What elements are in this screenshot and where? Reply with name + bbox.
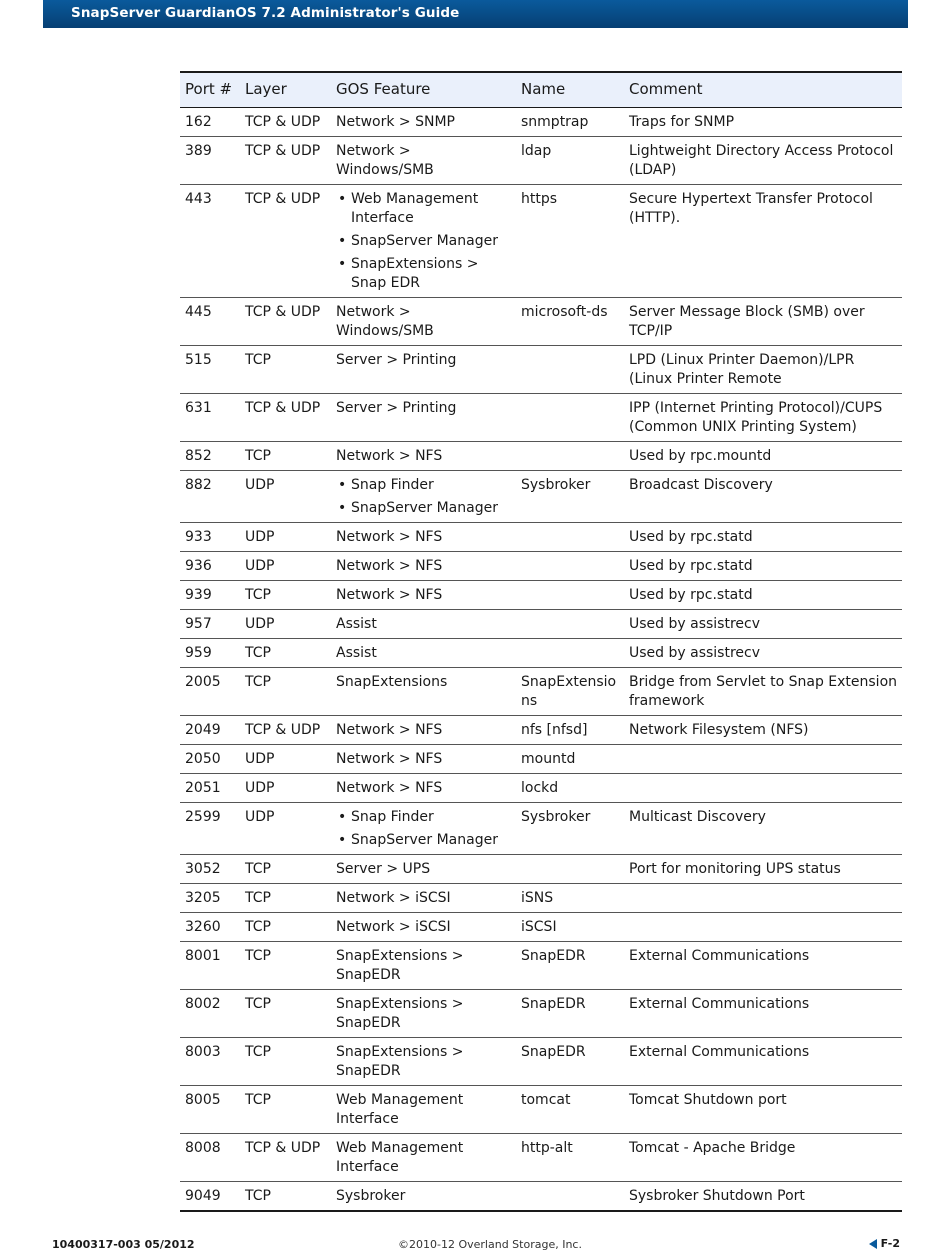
cell-layer: TCP & UDP: [240, 716, 331, 745]
column-header-port: Port #: [180, 72, 240, 108]
feature-list: [336, 190, 512, 293]
cell-feature: [331, 346, 516, 394]
feature-text: Network > NFS: [336, 751, 443, 767]
cell-port: 882: [180, 471, 240, 523]
cell-feature: [331, 716, 516, 745]
column-header-feature: GOS Feature: [331, 72, 516, 108]
feature-text: Network > NFS: [336, 448, 443, 464]
cell-name: SnapEDR: [516, 942, 624, 990]
cell-comment: Tomcat Shutdown port: [624, 1086, 902, 1134]
cell-feature: [331, 137, 516, 185]
cell-name: [516, 394, 624, 442]
feature-text: SnapExtensions: [336, 674, 448, 690]
cell-feature: [331, 1038, 516, 1086]
cell-port: 8001: [180, 942, 240, 990]
feature-text: SnapExtensions > SnapEDR: [336, 996, 464, 1031]
cell-feature: [331, 1182, 516, 1212]
cell-feature: [331, 552, 516, 581]
feature-text: Server > UPS: [336, 861, 431, 877]
cell-port: 8005: [180, 1086, 240, 1134]
cell-layer: TCP: [240, 884, 331, 913]
cell-name: tomcat: [516, 1086, 624, 1134]
cell-comment: LPD (Linux Printer Daemon)/LPR (Linux Printer Remote: [624, 346, 902, 394]
cell-port: 936: [180, 552, 240, 581]
feature-list: [336, 808, 512, 850]
feature-list-item: • SnapServer Manager: [336, 831, 512, 850]
cell-comment: [624, 884, 902, 913]
cell-comment: Used by rpc.statd: [624, 552, 902, 581]
cell-feature: [331, 298, 516, 346]
table-row: [180, 716, 902, 745]
cell-comment: Used by rpc.statd: [624, 523, 902, 552]
feature-text: SnapExtensions > SnapEDR: [336, 1044, 464, 1079]
cell-port: 631: [180, 394, 240, 442]
document-title: SnapServer GuardianOS 7.2 Administrator's Guide: [71, 5, 460, 21]
table-row: [180, 745, 902, 774]
cell-comment: Used by assistrecv: [624, 610, 902, 639]
table-row: [180, 990, 902, 1038]
table-row: [180, 774, 902, 803]
cell-layer: TCP: [240, 913, 331, 942]
feature-list-item: • SnapServer Manager: [336, 499, 512, 518]
cell-layer: TCP: [240, 442, 331, 471]
feature-text: Network > NFS: [336, 587, 443, 603]
cell-comment: Bridge from Servlet to Snap Extension framework: [624, 668, 902, 716]
table-row: [180, 523, 902, 552]
table-row: [180, 442, 902, 471]
cell-name: [516, 523, 624, 552]
table-row: [180, 108, 902, 137]
cell-comment: IPP (Internet Printing Protocol)/CUPS (Common UNIX Printing System): [624, 394, 902, 442]
cell-layer: TCP & UDP: [240, 394, 331, 442]
cell-layer: TCP & UDP: [240, 1134, 331, 1182]
cell-layer: UDP: [240, 610, 331, 639]
table-row: [180, 855, 902, 884]
cell-layer: TCP: [240, 1182, 331, 1212]
cell-name: Sysbroker: [516, 803, 624, 855]
back-arrow-icon[interactable]: [869, 1239, 877, 1249]
cell-comment: [624, 913, 902, 942]
cell-comment: [624, 774, 902, 803]
table-row: [180, 1134, 902, 1182]
cell-comment: External Communications: [624, 942, 902, 990]
cell-name: [516, 581, 624, 610]
cell-name: SnapEDR: [516, 1038, 624, 1086]
cell-port: 2005: [180, 668, 240, 716]
cell-feature: [331, 523, 516, 552]
cell-layer: TCP: [240, 1038, 331, 1086]
table-row: [180, 668, 902, 716]
cell-port: 443: [180, 185, 240, 298]
cell-comment: Used by assistrecv: [624, 639, 902, 668]
cell-comment: Sysbroker Shutdown Port: [624, 1182, 902, 1212]
cell-port: 957: [180, 610, 240, 639]
cell-layer: UDP: [240, 523, 331, 552]
cell-port: 515: [180, 346, 240, 394]
cell-feature: [331, 442, 516, 471]
feature-text: Network > iSCSI: [336, 919, 451, 935]
cell-port: 2049: [180, 716, 240, 745]
cell-feature: [331, 471, 516, 523]
cell-port: 445: [180, 298, 240, 346]
cell-comment: Server Message Block (SMB) over TCP/IP: [624, 298, 902, 346]
cell-port: 8008: [180, 1134, 240, 1182]
cell-layer: UDP: [240, 803, 331, 855]
table-row: [180, 346, 902, 394]
cell-feature: [331, 803, 516, 855]
cell-comment: Used by rpc.statd: [624, 581, 902, 610]
cell-comment: Used by rpc.mountd: [624, 442, 902, 471]
feature-text: Network > NFS: [336, 780, 443, 796]
cell-feature: [331, 913, 516, 942]
cell-feature: [331, 581, 516, 610]
table-row: [180, 942, 902, 990]
feature-text: Network > NFS: [336, 558, 443, 574]
feature-text: Web Management Interface: [336, 1092, 464, 1127]
cell-comment: Broadcast Discovery: [624, 471, 902, 523]
cell-feature: [331, 855, 516, 884]
cell-port: 9049: [180, 1182, 240, 1212]
cell-name: lockd: [516, 774, 624, 803]
table-row: [180, 471, 902, 523]
feature-text: SnapExtensions > SnapEDR: [336, 948, 464, 983]
cell-layer: UDP: [240, 471, 331, 523]
cell-feature: [331, 745, 516, 774]
cell-comment: Traps for SNMP: [624, 108, 902, 137]
page-number: F-2: [880, 1237, 900, 1250]
cell-comment: Network Filesystem (NFS): [624, 716, 902, 745]
cell-port: 2051: [180, 774, 240, 803]
column-header-layer: Layer: [240, 72, 331, 108]
cell-port: 2050: [180, 745, 240, 774]
ports-table: [180, 71, 902, 1212]
cell-feature: [331, 990, 516, 1038]
cell-port: 3052: [180, 855, 240, 884]
cell-feature: [331, 610, 516, 639]
feature-text: Server > Printing: [336, 352, 457, 368]
feature-text: Web Management Interface: [336, 1140, 464, 1175]
page-indicator: [869, 1237, 900, 1250]
cell-name: [516, 610, 624, 639]
table-row: [180, 185, 902, 298]
feature-text: Network > iSCSI: [336, 890, 451, 906]
cell-feature: [331, 639, 516, 668]
table-row: [180, 610, 902, 639]
cell-port: 3205: [180, 884, 240, 913]
table-row: [180, 884, 902, 913]
cell-name: SnapEDR: [516, 990, 624, 1038]
cell-feature: [331, 108, 516, 137]
table-row: [180, 298, 902, 346]
doc-number: 10400317-003 05/2012: [52, 1238, 195, 1251]
cell-layer: TCP & UDP: [240, 137, 331, 185]
feature-text: Server > Printing: [336, 400, 457, 416]
feature-list-item: • Snap Finder: [336, 476, 512, 495]
cell-name: microsoft-ds: [516, 298, 624, 346]
feature-list-item: • Snap Finder: [336, 808, 512, 827]
feature-text: Sysbroker: [336, 1188, 406, 1204]
cell-port: 933: [180, 523, 240, 552]
table-row: [180, 803, 902, 855]
cell-feature: [331, 1086, 516, 1134]
cell-comment: Lightweight Directory Access Protocol (LDAP): [624, 137, 902, 185]
cell-port: 162: [180, 108, 240, 137]
cell-name: [516, 346, 624, 394]
cell-comment: Secure Hypertext Transfer Protocol (HTTP).: [624, 185, 902, 298]
cell-name: https: [516, 185, 624, 298]
table-row: [180, 1086, 902, 1134]
cell-name: [516, 552, 624, 581]
cell-name: mountd: [516, 745, 624, 774]
table-row: [180, 913, 902, 942]
cell-layer: TCP & UDP: [240, 185, 331, 298]
cell-feature: [331, 1134, 516, 1182]
cell-port: 389: [180, 137, 240, 185]
feature-text: Network > Windows/SMB: [336, 143, 434, 178]
cell-layer: TCP: [240, 639, 331, 668]
feature-list-item: • SnapExtensions > Snap EDR: [336, 255, 512, 293]
table-header-row: [180, 72, 902, 108]
table-row: [180, 137, 902, 185]
cell-layer: TCP: [240, 346, 331, 394]
cell-comment: External Communications: [624, 1038, 902, 1086]
cell-layer: UDP: [240, 552, 331, 581]
cell-feature: [331, 185, 516, 298]
cell-layer: UDP: [240, 745, 331, 774]
column-header-comment: Comment: [624, 72, 902, 108]
table-row: [180, 1038, 902, 1086]
cell-name: [516, 855, 624, 884]
cell-port: 8003: [180, 1038, 240, 1086]
cell-name: nfs [nfsd]: [516, 716, 624, 745]
cell-port: 8002: [180, 990, 240, 1038]
feature-text: Network > NFS: [336, 529, 443, 545]
cell-port: 3260: [180, 913, 240, 942]
cell-feature: [331, 942, 516, 990]
feature-text: Network > SNMP: [336, 114, 455, 130]
cell-comment: Multicast Discovery: [624, 803, 902, 855]
feature-text: Assist: [336, 616, 377, 632]
cell-name: [516, 1182, 624, 1212]
table-row: [180, 394, 902, 442]
cell-name: iSCSI: [516, 913, 624, 942]
feature-list-item: • SnapServer Manager: [336, 232, 512, 251]
feature-text: Assist: [336, 645, 377, 661]
feature-text: Network > Windows/SMB: [336, 304, 434, 339]
feature-list: [336, 476, 512, 518]
cell-name: iSNS: [516, 884, 624, 913]
cell-name: [516, 442, 624, 471]
cell-layer: TCP: [240, 1086, 331, 1134]
table-row: [180, 552, 902, 581]
cell-layer: TCP & UDP: [240, 298, 331, 346]
table-row: [180, 581, 902, 610]
cell-name: snmptrap: [516, 108, 624, 137]
cell-layer: TCP & UDP: [240, 108, 331, 137]
cell-layer: TCP: [240, 668, 331, 716]
cell-layer: TCP: [240, 581, 331, 610]
cell-comment: Tomcat - Apache Bridge: [624, 1134, 902, 1182]
table-row: [180, 639, 902, 668]
cell-port: 852: [180, 442, 240, 471]
cell-name: http-alt: [516, 1134, 624, 1182]
cell-layer: UDP: [240, 774, 331, 803]
cell-layer: TCP: [240, 855, 331, 884]
cell-port: 2599: [180, 803, 240, 855]
cell-comment: Port for monitoring UPS status: [624, 855, 902, 884]
cell-comment: [624, 745, 902, 774]
cell-feature: [331, 668, 516, 716]
column-header-name: Name: [516, 72, 624, 108]
feature-list-item: • Web Management Interface: [336, 190, 512, 228]
cell-name: [516, 639, 624, 668]
table-row: [180, 1182, 902, 1212]
copyright: ©2010-12 Overland Storage, Inc.: [398, 1238, 582, 1251]
cell-name: ldap: [516, 137, 624, 185]
cell-port: 959: [180, 639, 240, 668]
cell-name: SnapExtensio ns: [516, 668, 624, 716]
cell-layer: TCP: [240, 942, 331, 990]
cell-comment: External Communications: [624, 990, 902, 1038]
header-bar: [43, 0, 908, 28]
cell-layer: TCP: [240, 990, 331, 1038]
cell-port: 939: [180, 581, 240, 610]
feature-text: Network > NFS: [336, 722, 443, 738]
cell-feature: [331, 774, 516, 803]
cell-feature: [331, 884, 516, 913]
table-body: [180, 108, 902, 1212]
cell-name: Sysbroker: [516, 471, 624, 523]
cell-feature: [331, 394, 516, 442]
